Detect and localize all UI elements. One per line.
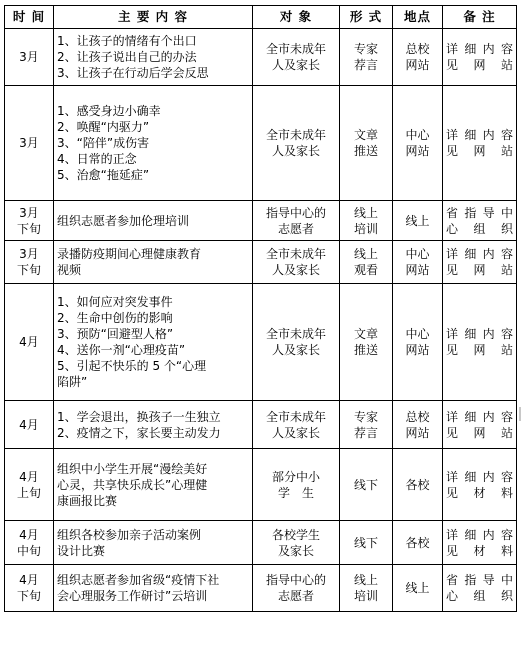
cell-form-line: 培训 [353, 221, 378, 236]
cell-form-line: 文章 [353, 128, 378, 142]
cell-audience-line: 人及家长 [271, 58, 320, 72]
cell-form [340, 565, 393, 612]
cell-time-line: 下旬 [16, 221, 41, 236]
cell-content-line: 4、送你一剂“心理疫苗” [57, 343, 186, 357]
cell-content-line: 3、让孩子在行动后学会反思 [57, 66, 209, 80]
cell-form-line: 线上 [353, 205, 378, 220]
cell-content-line: 3、预防“回避型人格” [57, 327, 174, 341]
cell-note-line: 省指导中 [446, 205, 513, 220]
cell-content-line: 组织各校参加亲子活动案例 [57, 527, 202, 542]
cell-content-line: 4、日常的正念 [57, 152, 137, 166]
cell-audience-line: 部分中小 [271, 469, 320, 484]
cell-note-line: 心 组 织 [446, 589, 513, 603]
cell-note-line: 详细内容 [446, 527, 513, 542]
cell-form-line: 观看 [353, 263, 378, 277]
cell-time [5, 241, 54, 284]
cell-note-line: 详细内容 [446, 327, 513, 341]
cell-audience [253, 29, 340, 86]
header-location: 地点 [393, 6, 443, 29]
cell-time-line: 中旬 [16, 543, 41, 558]
cell-time [5, 449, 54, 521]
cell-note [443, 29, 517, 86]
cell-note [443, 521, 517, 565]
cell-location [393, 401, 443, 449]
cell-time-line: 上旬 [16, 485, 41, 500]
cell-time [5, 521, 54, 565]
cell-content-line: 1、感受身边小确幸 [57, 104, 161, 118]
cell-content-line: 2、唤醒“内驱力” [57, 120, 150, 134]
cell-location-line: 中心 [405, 247, 430, 261]
cell-audience [253, 201, 340, 241]
cell-audience-line: 全市未成年 [265, 42, 326, 56]
cell-location [393, 449, 443, 521]
cell-audience-line: 志愿者 [277, 589, 314, 603]
cell-time-line: 4月 [19, 573, 39, 587]
cell-audience-line: 全市未成年 [265, 327, 326, 341]
cell-note [443, 241, 517, 284]
cell-content-line: 2、疫情之下，家长要主动发力 [57, 425, 221, 440]
cell-time [5, 401, 54, 449]
cell-form [340, 401, 393, 449]
cell-audience-line: 人及家长 [271, 425, 320, 440]
cell-content-line: 组织志愿者参加伦理培训 [57, 213, 190, 228]
header-note: 备 注 [443, 6, 517, 29]
cell-note-line: 心 组 织 [446, 221, 513, 236]
cell-form-line: 线下 [353, 477, 378, 492]
cell-audience-line: 指导中心的 [265, 573, 326, 587]
cell-form-line: 专家 [353, 42, 378, 56]
table-row [5, 284, 517, 401]
cell-form-line: 推送 [353, 144, 378, 158]
cell-note-line: 见 网 站 [446, 263, 513, 277]
cell-audience-line: 人及家长 [271, 343, 320, 357]
cell-audience [253, 284, 340, 401]
cell-content [54, 86, 253, 201]
header-content: 主 要 内 容 [54, 6, 253, 29]
cell-content-line: 2、生命中创伤的影响 [57, 311, 173, 325]
cell-form [340, 521, 393, 565]
cell-form [340, 201, 393, 241]
cell-note [443, 284, 517, 401]
cell-location-line: 网站 [405, 144, 430, 158]
cell-audience-line: 及家长 [277, 543, 314, 558]
edge-marker [519, 407, 521, 421]
cell-content-line: 5、治愈“拖延症” [57, 168, 150, 182]
cell-form-line: 荐言 [353, 58, 378, 72]
cell-content [54, 241, 253, 284]
cell-audience-line: 人及家长 [271, 144, 320, 158]
cell-location-line: 各校 [405, 477, 430, 492]
table-row [5, 449, 517, 521]
cell-time [5, 86, 54, 201]
cell-time [5, 29, 54, 86]
cell-location-line: 线上 [405, 581, 430, 595]
cell-form [340, 86, 393, 201]
cell-location [393, 521, 443, 565]
cell-note-line: 详细内容 [446, 469, 513, 484]
cell-form-line: 荐言 [353, 425, 378, 440]
cell-content [54, 521, 253, 565]
cell-content [54, 284, 253, 401]
cell-audience-line: 人及家长 [271, 263, 320, 277]
cell-content-line: 视频 [57, 263, 82, 277]
cell-note-line: 详细内容 [446, 128, 513, 142]
cell-content-line: 陷阱” [57, 375, 88, 389]
cell-time [5, 201, 54, 241]
table-row [5, 521, 517, 565]
cell-content-line: 录播防疫期间心理健康教育 [57, 247, 202, 261]
cell-form-line: 线上 [353, 247, 378, 261]
cell-time-line: 4月 [19, 417, 39, 432]
cell-note-line: 详细内容 [446, 247, 513, 261]
cell-time [5, 565, 54, 612]
cell-time-line: 4月 [19, 335, 39, 349]
cell-content-line: 心灵，共享快乐成长”心理健 [57, 477, 208, 492]
header-form: 形 式 [340, 6, 393, 29]
cell-note [443, 86, 517, 201]
cell-audience [253, 565, 340, 612]
cell-form [340, 284, 393, 401]
cell-audience-line: 全市未成年 [265, 128, 326, 142]
cell-location [393, 241, 443, 284]
cell-location-line: 网站 [405, 263, 430, 277]
cell-form-line: 专家 [353, 409, 378, 424]
cell-location-line: 网站 [405, 58, 430, 72]
cell-content-line: 5、引起不快乐的 5 个“心理 [57, 359, 207, 373]
cell-note-line: 见 网 站 [446, 58, 513, 72]
cell-note-line: 见 网 站 [446, 343, 513, 357]
cell-note [443, 449, 517, 521]
cell-location-line: 网站 [405, 343, 430, 357]
cell-location-line: 中心 [405, 128, 430, 142]
cell-content-line: 设计比赛 [57, 543, 106, 558]
cell-location [393, 284, 443, 401]
cell-form-line: 线上 [353, 573, 378, 587]
table-row [5, 29, 517, 86]
cell-time-line: 4月 [19, 469, 39, 484]
cell-content-line: 1、让孩子的情绪有个出口 [57, 34, 197, 48]
cell-audience-line: 学 生 [277, 485, 314, 500]
cell-note-line: 详细内容 [446, 42, 513, 56]
cell-content [54, 29, 253, 86]
header-row [5, 6, 517, 29]
cell-content-line: 1、学会退出，换孩子一生独立 [57, 409, 221, 424]
cell-audience-line: 指导中心的 [265, 205, 326, 220]
cell-content [54, 565, 253, 612]
cell-content-line: 康画报比赛 [57, 493, 118, 508]
cell-content [54, 449, 253, 521]
cell-location-line: 总校 [405, 409, 430, 424]
cell-audience-line: 全市未成年 [265, 409, 326, 424]
cell-note [443, 401, 517, 449]
table-row [5, 241, 517, 284]
header-audience: 对 象 [253, 6, 340, 29]
cell-note-line: 见 材 料 [446, 543, 513, 558]
cell-audience-line: 各校学生 [271, 527, 320, 542]
cell-audience [253, 86, 340, 201]
cell-location [393, 86, 443, 201]
cell-content-line: 1、如何应对突发事件 [57, 295, 173, 309]
cell-location [393, 29, 443, 86]
cell-content-line: 3、“陪伴”成伤害 [57, 136, 150, 150]
cell-location [393, 201, 443, 241]
cell-form-line: 线下 [353, 535, 378, 550]
cell-location-line: 总校 [405, 42, 430, 56]
schedule-table [4, 5, 517, 612]
cell-note [443, 565, 517, 612]
cell-note-line: 见 材 料 [446, 485, 513, 500]
cell-note-line: 见 网 站 [446, 144, 513, 158]
cell-form-line: 培训 [353, 589, 378, 603]
cell-audience [253, 521, 340, 565]
cell-time-line: 3月 [19, 136, 39, 150]
cell-content-line: 组织志愿者参加省级“疫情下社 [57, 573, 220, 587]
cell-content-line: 组织中小学生开展“漫绘美好 [57, 461, 208, 476]
cell-form [340, 449, 393, 521]
cell-location-line: 网站 [405, 425, 430, 440]
cell-audience [253, 241, 340, 284]
cell-time-line: 3月 [19, 247, 39, 261]
cell-audience [253, 401, 340, 449]
cell-audience-line: 志愿者 [277, 221, 314, 236]
cell-time-line: 3月 [19, 205, 39, 220]
table-row [5, 401, 517, 449]
cell-audience [253, 449, 340, 521]
cell-time [5, 284, 54, 401]
table-row [5, 86, 517, 201]
cell-time-line: 4月 [19, 527, 39, 542]
cell-audience-line: 全市未成年 [265, 247, 326, 261]
cell-content [54, 201, 253, 241]
table-row [5, 201, 517, 241]
cell-location-line: 中心 [405, 327, 430, 341]
cell-time-line: 下旬 [16, 263, 41, 277]
cell-form [340, 29, 393, 86]
cell-note-line: 见 网 站 [446, 425, 513, 440]
cell-form-line: 文章 [353, 327, 378, 341]
header-time: 时 间 [5, 6, 54, 29]
cell-location-line: 各校 [405, 535, 430, 550]
cell-location [393, 565, 443, 612]
cell-note-line: 详细内容 [446, 409, 513, 424]
cell-note [443, 201, 517, 241]
cell-time-line: 下旬 [16, 589, 41, 603]
cell-content [54, 401, 253, 449]
cell-form-line: 推送 [353, 343, 378, 357]
cell-content-line: 会心理服务工作研讨”云培训 [57, 589, 208, 603]
cell-location-line: 线上 [405, 213, 430, 228]
cell-form [340, 241, 393, 284]
table-row [5, 565, 517, 612]
cell-content-line: 2、让孩子说出自己的办法 [57, 50, 197, 64]
cell-note-line: 省指导中 [446, 573, 513, 587]
cell-time-line: 3月 [19, 50, 39, 64]
